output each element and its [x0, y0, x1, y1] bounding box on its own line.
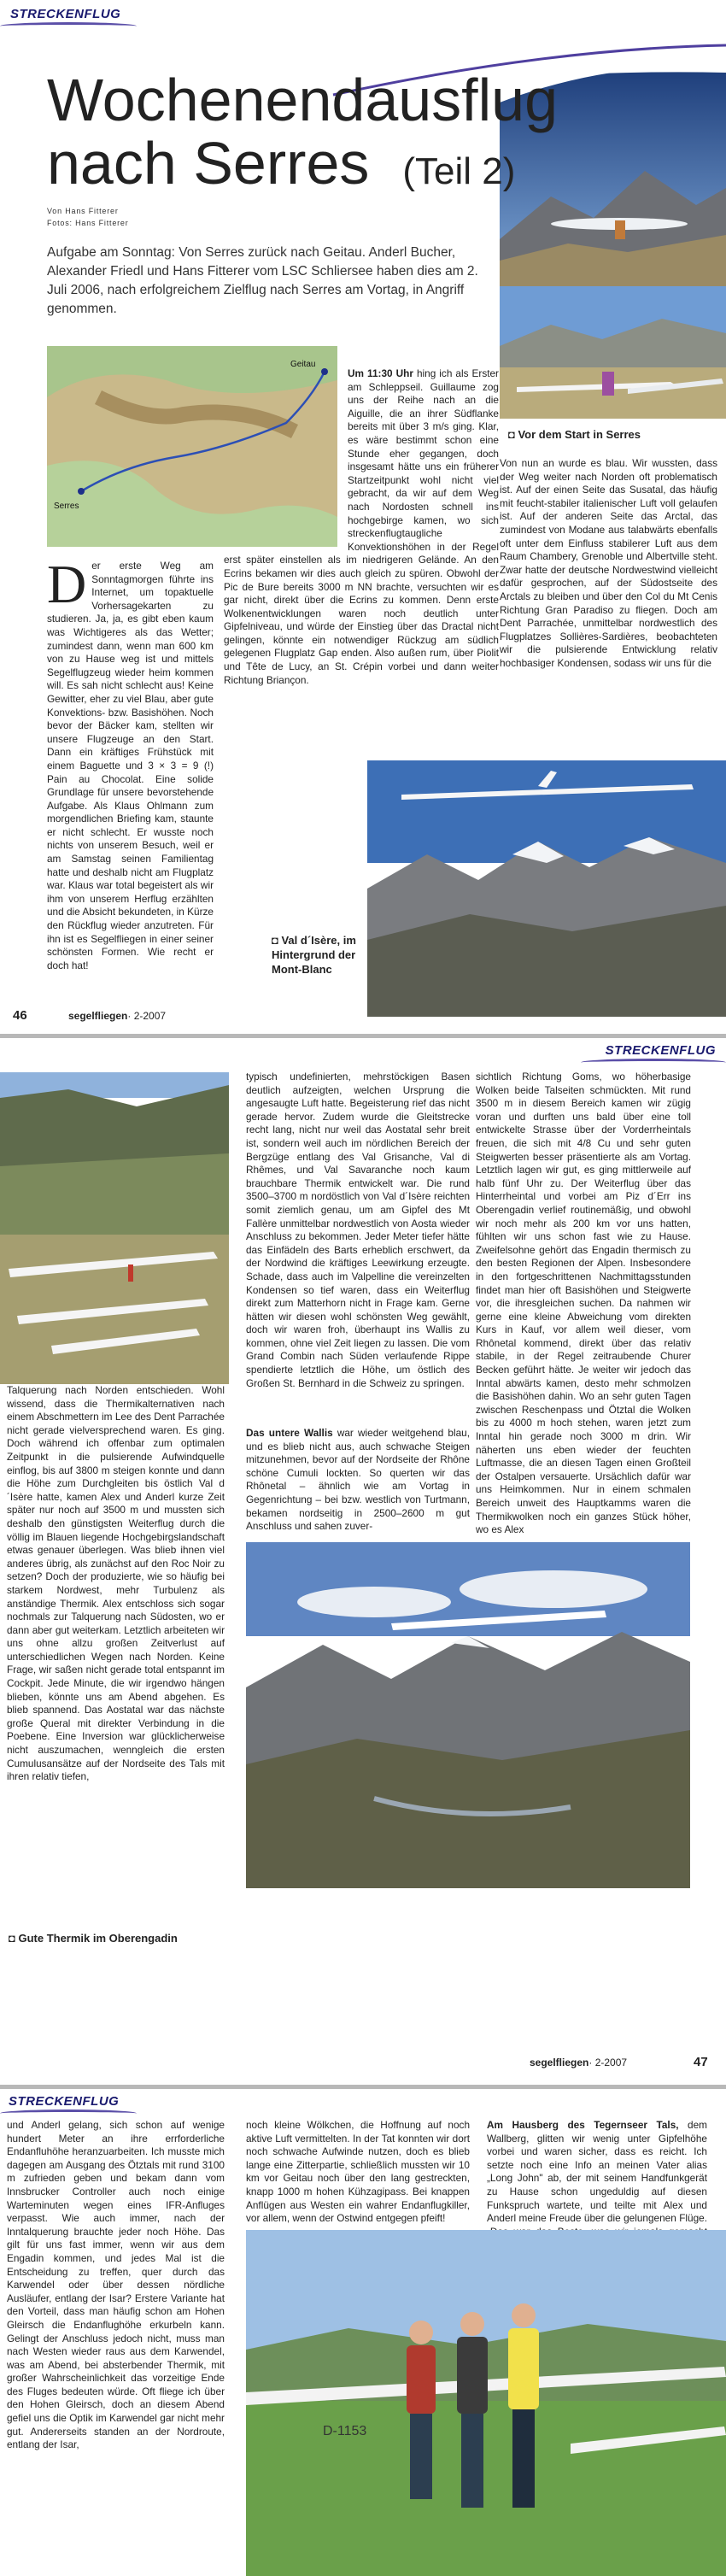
- title-line-1: Wochenendausflug: [47, 67, 559, 133]
- p2-column-1: [7, 1384, 225, 1922]
- photo-gliders-field: [0, 1072, 229, 1384]
- p3-column-3: [487, 2119, 707, 2225]
- p2-column-3: [476, 1071, 691, 1536]
- person-2: [457, 2312, 488, 2508]
- section-tag: STRECKENFLUG: [10, 7, 121, 21]
- p3-col1-text: und Anderl gelang, sich schon auf wenige hundert Meter an ihre errforderliche Endanfluhöhe heranzuarbeiten. Ich musste mich dagegen am Ausgang des Ötztals mit rund 3100 m zufrieden geben und bekam dann vom Innsbrucker Controller auch noch einige Warteminuten wegen eines IFR-Anfluges verpasst. Wie auch immer, nach der Inntalquerung brauchte jeder noch Höhe. Das gilt für uns fast immer, wenn wir aus dem Engadin kommen, und jedes Mal ist die Entscheidung zu treffen, quer durch das Karwendel oder über dessen nördliche Ausläufer, entlang der Isar? Erstere Variante hat den Vorteil, dass man häufig schon am Hohen Gleirsch die Endanflughöhe erkurbeln kann. Gelingt der Anschluss jedoch nicht, muss man nach Westen wieder raus aus dem Karwendel, was am Abend, bei absterbender Thermik, mit großer Wahrscheinlichkeit das vorzeitige Ende des Fluges bedeuten würde. Oft fliege ich über den Hohen Gleirsch, doch an diesem Abend gefiel uns die Optik im Karwendel gar nicht mehr gut. Andererseits standen an der Nordroute, entlang der Isar,: [7, 2119, 225, 2451]
- glider-registration: D-1153: [323, 2424, 367, 2438]
- page-number-47: 47: [694, 2055, 708, 2069]
- magazine-page-48: [0, 2089, 726, 2576]
- footer-magazine: segelfliegen· 2-2007: [68, 1010, 167, 1022]
- photo-oberengadin: [246, 1542, 690, 1888]
- map-label-serres: Serres: [54, 502, 79, 511]
- p1-col1-text: er erste Weg am Sonntagmorgen führte ins Internet, um topaktuelle Vorhersagekarten zu studieren. Ja, ja, es gibt eben kaum was Wichtigeres als das Wetter; zumindest dann, wenn man 600 km von zu Hause weg ist und mittels Segelflugzeug wieder heim kommen will. Es sah nicht schlecht aus! Keine Gewitter, eher zu viel Blau, aber gute Konvektions- bzw. Basishöhen. Noch bevor der Bäcker kam, stellten wir unsere Flugzeuge an den Start. Dann ein kräftiges Frühstück mit einem Baguette und 3 × 3 = 9 (!) Pain au Chocolat. Eine solide Grundlage für unsere bevorstehende Aufgabe. Als Klaus Ohlmann zum morgendlichen Briefing kam, staunte er nicht schlecht. Er wusste noch nichts von unserem Besuch, weil er am Samstag seinen Familientag hatte und deshalb nicht am Flugplatz war. Klaus war total begeistert als wir ihm von unserem Herflug erzählten und die Absicht bekundeten, in Kürze den Rückflug wieder anzutreten. Für ihn ist es Segelfliegen in einer seiner schönsten Formen. Wie recht er doch hat!: [47, 560, 214, 971]
- p1-column-3: [500, 457, 717, 752]
- person-3: [508, 2303, 539, 2508]
- p3-col3-text: dem Wallberg, glitten wir wenig unter Gipfelhöhe vorbei und waren sicher, dass es reicht. Ich setzte noch eine Info an meinen Vater alias „Long John" ab, der mit seinem Handfunkgerät zu Hause schon ungeduldig auf diesen Funkspruch wartete, und teilte mit Alex und Anderl meine Freude über die gelungenen Flüge.: [487, 2119, 707, 2225]
- map-wrap-spacer: [224, 367, 348, 551]
- photo-start-serres: [500, 286, 726, 419]
- p2-column-2: [246, 1071, 470, 1425]
- p3-col2-text: noch kleine Wölkchen, die Hoffnung auf noch aktive Luft vermittelten. In der Tat konnten wir dort noch schwache Aufwinde nutzen, doch es blieb lange eine Zitterpartie, schließlich mussten wir 10 km vor Geitau noch über den lang gestreckten, knapp 1000 m hohen Kühzagipass. Bei knappen Anflügen aus Westen ein wahrer Endanflugkiller, vor allem, wenn der Ostwind entgegen pfeift!: [246, 2119, 470, 2225]
- magazine-page-47: [0, 1038, 726, 2085]
- p2-col2a-text: typisch undefinierten, mehrstöckigen Basen deutlich aufzeigten, welchen Ursprung die angesaugte Luft hatte. Begeisterung rief das nicht gerade hervor. Zudem wurde die Gleitstrecke recht lang, nicht nur weil das Aostatal sehr breit ist, sondern weil auch im nördlichen Bereich der Bergzüge entlang des Val Grisanche, Val di Rhêmes, und Val Savaranche noch kaum brauchbare Thermik entwickelt war. Die rund 3500–3700 m nordöstlich von Val d´Isère reichten somit ziemlich genau, um am Gipfel des Mt Fallère unmittelbar nordwestlich von Aosta wieder Anschluss zu bekommen. Jeder Meter tiefer hätte das Einfädeln des Barts erheblich erschwert, da der Nordwind die kräftiges Leewirkung erzeugte. Schade, dass auch im Valpelline die vereinzelten Kondensen so tief waren, dass ein Weiterflug direkt zum Matterhorn nicht in Frage kam. Gerne hätten wir diesen wohl schönsten Weg gewählt, doch wir waren froh, überhaupt ins Wallis zu kommen, ohne viel Zeit liegen zu lassen. Die vom Grand Combin nach Süden verlaufende Rippe spendierte letztlich die Höhe, um östlich des Großen St. Bernhard in die Schweiz zu springen.: [246, 1071, 470, 1389]
- p3-col3-lead: Am Hausberg des Tegernseer Tals,: [487, 2119, 679, 2131]
- p1-column-1: [47, 554, 214, 983]
- person-1: [407, 2321, 436, 2499]
- camera-icon: ◘: [272, 934, 282, 947]
- byline-author: Von Hans Fitterer: [47, 207, 119, 215]
- camera-icon: ◘: [508, 428, 518, 441]
- p3-column-1: [7, 2119, 225, 2572]
- photo-val-disere: [367, 760, 726, 1017]
- p2-col1-text: Talquerung nach Norden entschieden. Wohl wissend, dass die Thermikalternativen nach einem Abschmettern im Lee des Dent Parrachée nicht gerade vielversprechend waren. Es ging. Doch während ich offenbar zum optimalen Zeitpunkt in die pulsierende Aufwindquelle einflog, bis auf 3800 m steigen konnte und dann die Höhe zum Durchgleiten bis östlich Val d´Isère hatte, kamen Alex und Anderl kurze Zeit später nur noch auf 3500 m und mussten sich deshalb den günstigsten Weiterflug durch die völlig im Blauen liegende Hochgebirgslandschaft etwas genauer überlegen. Was blieb ihnen viel anderes übrig, als zunächst auf den Roc Noir zu setzen? Doch der produzierte, wie so häufig bei starkem Nordwest, mehr Turbulenz als anständige Thermik. Alex entschloss sich sogar nochmals zur Talquerung nach Südosten, wo er dann aber gut weiterkam. Letztlich arbeiteten wir uns ohne allzu großen Zeitverlust auf unterschiedlichen Wegen nach Norden. Keine Frage, wir saßen nicht gerade total entspannt im Cockpit. Jede Minute, die wir irgendwo hängen blieben, könnte uns am Abend abgehen. Es blieb spannend. Das Aostatal war das nächste große Queral mit direkter Verbindung in die Poebene. Eine Inversion war glücklicherweise nicht auszumachen, wenngleich die ersten Cumulusansätze auf der Nordseite des Tals mit ihren relativ tiefen,: [7, 1384, 225, 1783]
- p2-col3-text: sichtlich Richtung Goms, wo höherbasige Wolken beide Talseiten schmückten. Mit rund 3500 m in diesem Bereich kamen wir zügig voran und durften uns bald über eine toll entwickelte Strasse über der Vorderrheintals freuen, die sich mit 4/8 Cu und sehr guten Steigwerten besser präsentierte als am Vortag. Letztlich lagen wir gut, es ging mittlerweile auf halb fünf Uhr zu. Der Weiterflug über das Hinterrheintal und vorbei am Piz d´Err ins Oberengadin verlief routinemäßig, und obwohl wir noch mehr als 200 km vor uns hatten, fühlten wir uns schon fast wie zu Hause. Zweifelsohne gehört das Engadin thermisch zu den besten Regionen der Alpen. Insbesondere in den fortgeschrittenen Nachmittagsstunden findet man hier oft Basishöhen und Steigwerte vor, die ihresgleichen suchen. Da nahmen wir gerne eine kleine Abweichung vom direkten Kurs in Kauf, vor allem weil dieser, vom Rhônetal kommend, direkt über das relativ stabile, in der Regel zeitraubende Churer Becken geführt hätte. Je weiter wir jedoch das Inntal abwärts kamen, desto mehr schmolzen die Basishöhen dahin. Wo an sehr guten Tagen zwischen Reschenpass und Ötztal die Wolken bis zu 4000 m hoch stehen, waren jetzt zum Inntal hin gerade noch 3000 m drin. Wir näherten uns eben wieder der feuchten Luftmasse, die an diesen Tagen einen Großteil der Ostalpen versauerte. Ursächlich dafür war uns Heimkommen. Nur in einem schmalen Bereich unweit des Hauptkamms waren die Thermikwolken noch ein ganzes Stück höher, wo es Alex: [476, 1071, 691, 1536]
- p2-column-2b: [246, 1427, 470, 1533]
- section-swoosh: [0, 22, 137, 30]
- photo-group-pilots: [246, 2230, 726, 2576]
- section-tag: STRECKENFLUG: [605, 1043, 716, 1058]
- p2-col2b-text: war wieder weitgehend blau, und es blieb nicht aus, auch schwache Steigen mitzunehmen, bevor auf der Nordseite der Rhône schöne Cumuli lockten. So querten wir das Rhônetal – ähnlich wie am Vortag in Gegenrichtung – bei bzw. westlich von Turtmann, bekamen nordseitig in 2500–2600 m gut Anschluss und sahen zuver-: [246, 1427, 470, 1533]
- p1-col3-text: Von nun an wurde es blau. Wir wussten, dass der Weg weiter nach Norden oft problematisch ist. Auf der einen Seite das Susatal, das häufig mit feucht-stabiler italienischer Luft voll gelaufen ist. Auf der anderen Seite das Arctal, das zumindest von Modane aus talabwärts ebenfalls oft unter dem Einfluss stabilerer Luft aus dem Raum Chambery, Grenoble und Albertville steht. Zwar hatte der deutsche Nordwestwind vielleicht dafür gesprochen, auf der Südostseite des Arctals zu bleiben und über den Col du Mt Cenis Richtung Gran Paradiso zu fliegen. Doch am Dent Parrachée, unmittelbar nordwestlich des Flugplatzes Sollières-Sardières, beobachteten wir die pulsierende Entwicklung relativ hochbasiger Kondensen, sodass wir uns für die: [500, 457, 717, 669]
- drop-cap: D: [47, 554, 87, 614]
- p2-col2b-lead: Das untere Wallis: [246, 1427, 333, 1439]
- caption-start-serres: ◘ Vor dem Start in Serres: [508, 428, 641, 441]
- section-tag: STRECKENFLUG: [9, 2094, 120, 2109]
- page-number-46: 46: [13, 1008, 27, 1023]
- section-swoosh: [581, 1059, 726, 1066]
- caption-oberengadin: ◘ Gute Thermik im Oberengadin: [9, 1932, 178, 1945]
- section-swoosh: [0, 2110, 137, 2117]
- byline-photos: Fotos: Hans Fitterer: [47, 219, 129, 227]
- p1-col2-lead: Um 11:30 Uhr: [348, 367, 413, 379]
- magazine-page-46: [0, 0, 726, 1034]
- map-label-geitau: Geitau: [290, 360, 316, 369]
- footer-magazine: segelfliegen· 2-2007: [530, 2057, 628, 2068]
- p1-col2-text: hing ich als Erster am Schleppseil. Guillaume zog uns der Reihe nach an die Aiguille, die an ihrer Südflanke bereits mit über 3 m/s ging. Klar, es wäre bestimmt schon eine Stunde eher gegangen, doch insgesamt hätte uns ein früherer Startzeitpunkt wohl nicht viel gebracht, da wir auf dem Weg nach Nordosten schnell ins hochgebirge kamen, wo sich streckenflugtaugliche Konvektionshöhen in der Regel erst später einstellen als im niedrigeren Gelände. An den Ecrins bekamen wir dies auch gleich zu spüren. Obwohl der Pic de Bure bereits 3000 m NN brachte, versuchten wir es gar nicht, direkt über die Ecrins zu kommen. Denn erste Wolkenentwicklungen waren noch deutlich unter Gipfelniveau, und würde der Einstieg über das Dractal nicht gelingen, könnte ein notwendiger Rückzug am südlich gelegenen Flugplatz Gap enden. Also außen rum, über Piolit und Tête de Lucy, an St. Crépin vorbei und dann weiter Richtung Briançon.: [224, 367, 499, 686]
- camera-icon: ◘: [9, 1932, 19, 1945]
- p3-column-2: [246, 2119, 470, 2225]
- title-line-2: nach Serres (Teil 2): [47, 130, 516, 197]
- title-suffix: (Teil 2): [402, 150, 516, 192]
- caption-val-disere: ◘ Val d´Isère, im Hintergrund der Mont-Blanc: [272, 934, 356, 976]
- lead-paragraph: Aufgabe am Sonntag: Von Serres zurück nach Geitau. Anderl Bucher, Alexander Friedl und Hans Fitterer vom LSC Schliersee haben dies am 2. Juli 2006, nach erfolgreichem Zielflug nach Serres am Vortag, in Angriff genommen.: [47, 245, 478, 316]
- article-title: [47, 68, 558, 203]
